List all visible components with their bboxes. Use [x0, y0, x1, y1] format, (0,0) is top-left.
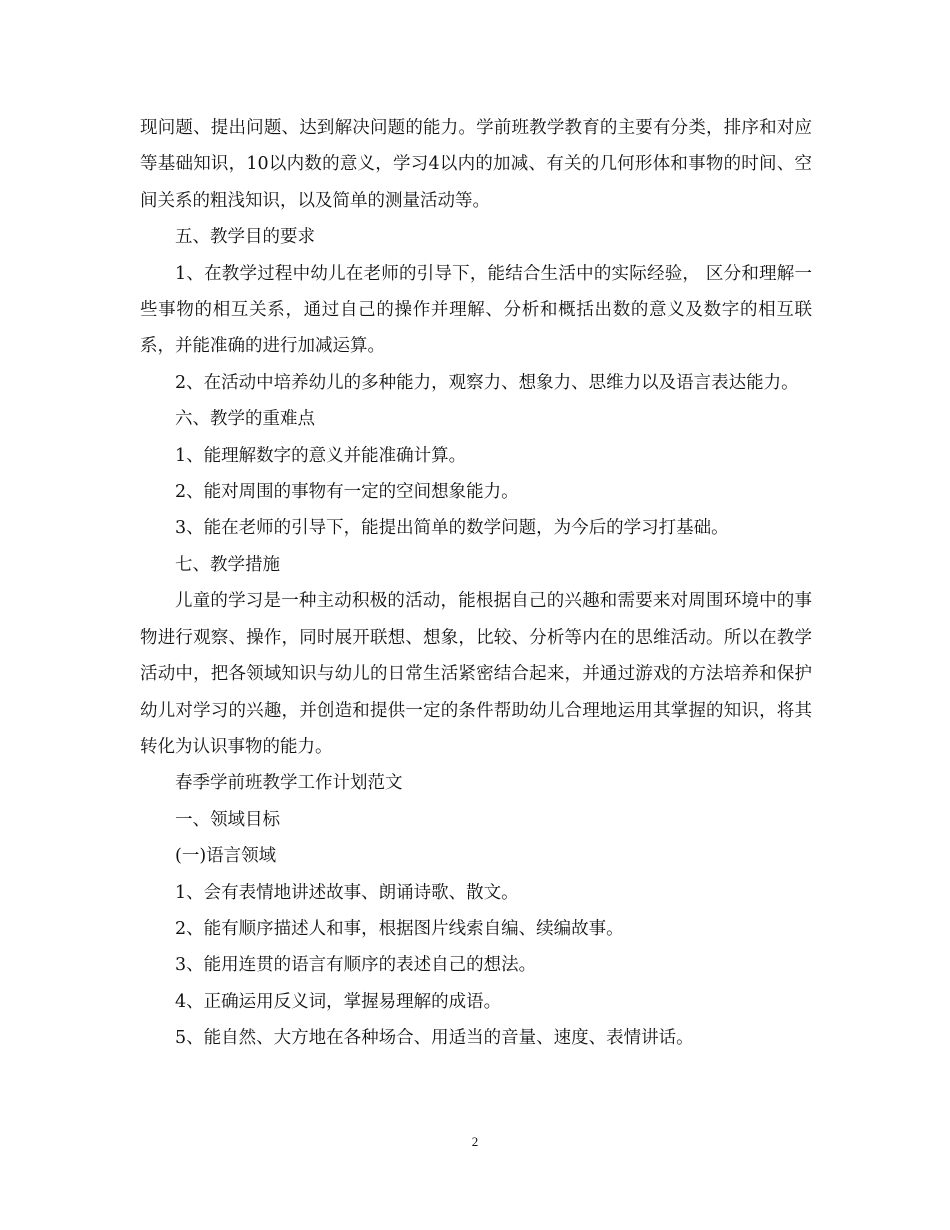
list-item-key-point-2: 2、能对周围的事物有一定的空间想象能力。 — [175, 482, 519, 503]
list-item-language-1: 1、会有表情地讲述故事、朗诵诗歌、散文。 — [175, 882, 519, 903]
subsection-heading-language: (一)语言领域 — [175, 846, 277, 867]
paragraph-goal-1: 1、在教学过程中幼儿在老师的引导下，能结合生活中的实际经验， 区分和理解一些事物的相互关系，通过自己的操作并理解、分析和概括出数的意义及数字的相互联系，并能准确的进行加减运算。 — [140, 263, 812, 357]
section-heading-teaching-goals: 五、教学目的要求 — [175, 227, 315, 248]
section-heading-measures: 七、教学措施 — [175, 554, 280, 575]
list-item-language-5: 5、能自然、大方地在各种场合、用适当的音量、速度、表情讲话。 — [175, 1028, 694, 1049]
document-body — [140, 110, 812, 1057]
list-item-key-point-3: 3、能在老师的引导下，能提出简单的数学问题，为今后的学习打基础。 — [175, 518, 729, 539]
page-number: 2 — [471, 1134, 479, 1149]
section-heading-key-points: 六、教学的重难点 — [175, 409, 315, 430]
paragraph-measures: 儿童的学习是一种主动积极的活动，能根据自己的兴趣和需要来对周围环境中的事物进行观察、操作，同时展开联想、想象，比较、分析等内在的思维活动。所以在教学活动中，把各领域知识与幼儿的日常生活紧密结合起来，并通过游戏的方法培养和保护幼儿对学习的兴趣，并创造和提供一定的条件帮助幼儿合理地运用其掌握的知识，将其转化为认识事物的能力。 — [140, 591, 812, 757]
list-item-language-4: 4、正确运用反义词，掌握易理解的成语。 — [175, 991, 502, 1012]
section-heading-domain-goals: 一、领域目标 — [175, 809, 280, 830]
document-subtitle: 春季学前班教学工作计划范文 — [175, 773, 403, 794]
list-item-language-2: 2、能有顺序描述人和事，根据图片线索自编、续编故事。 — [175, 918, 624, 939]
list-item-language-3: 3、能用连贯的语言有顺序的表述自己的想法。 — [175, 955, 537, 976]
list-item-key-point-1: 1、能理解数字的意义并能准确计算。 — [175, 445, 467, 466]
paragraph-continuation: 现问题、提出问题、达到解决问题的能力。学前班教学教育的主要有分类，排序和对应等基础知识，10以内数的意义，学习4以内的加减、有关的几何形体和事物的时间、空间关系的粗浅知识，以及简单的测量活动等。 — [140, 118, 812, 211]
paragraph-goal-2: 2、在活动中培养幼儿的多种能力，观察力、想象力、思维力以及语言表达能力。 — [175, 372, 799, 393]
